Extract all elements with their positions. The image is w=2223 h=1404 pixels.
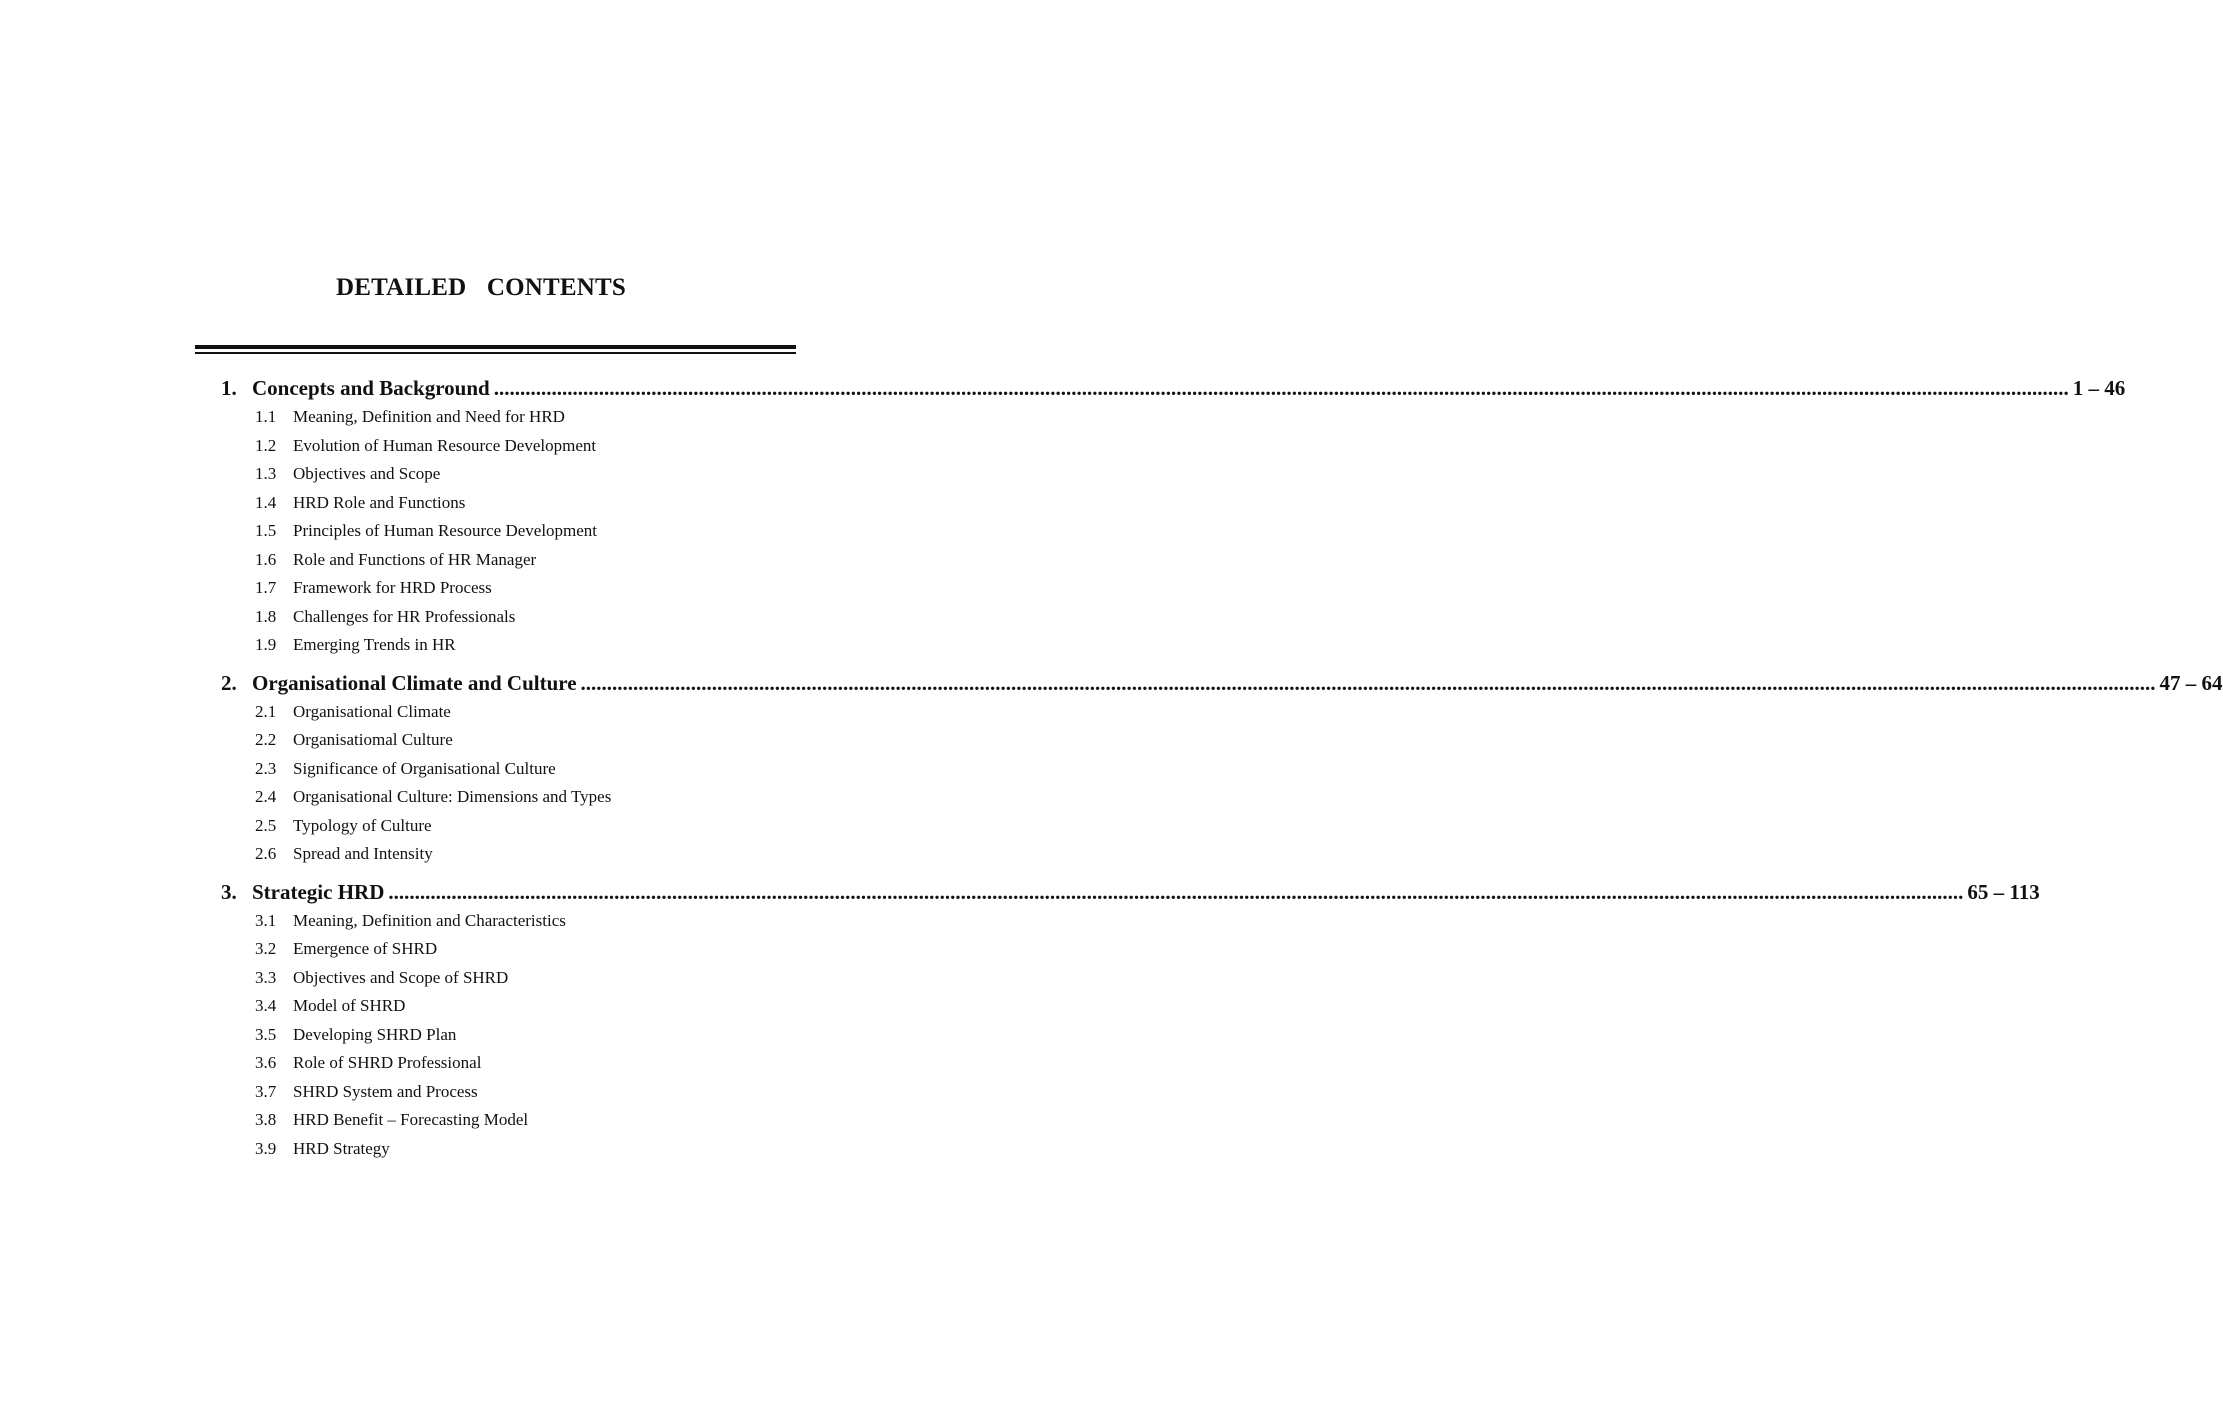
chapter-title: Strategic HRD — [252, 879, 385, 904]
section-number: 3.8 — [255, 1110, 277, 1129]
section-number: 1.6 — [255, 549, 277, 569]
section-title: Evolution of Human Resource Development — [293, 435, 597, 455]
chapter-heading[interactable] — [221, 877, 2040, 907]
section-title: Organisatiomal Culture — [293, 730, 453, 749]
section-item[interactable] — [255, 489, 796, 518]
section-number: 3.1 — [255, 910, 277, 930]
chapter-3 — [221, 877, 2040, 1164]
section-item[interactable] — [255, 726, 796, 755]
section-title: Emerging Trends in HR — [293, 635, 456, 654]
section-title: Challenges for HR Professionals — [293, 606, 516, 626]
table-of-contents — [221, 373, 2223, 1163]
section-item[interactable] — [255, 964, 796, 993]
chapter-title: Concepts and Background — [252, 376, 490, 400]
section-item[interactable] — [255, 574, 796, 603]
section-title: HRD Strategy — [293, 1138, 390, 1158]
section-number: 3.4 — [255, 996, 277, 1015]
section-number: 1.7 — [255, 578, 277, 597]
section-number: 1.4 — [255, 492, 277, 512]
chapter-number: 2. — [221, 670, 237, 695]
section-title: HRD Benefit – Forecasting Model — [293, 1110, 529, 1129]
section-item[interactable] — [255, 1049, 796, 1078]
section-number: 1.2 — [255, 435, 277, 455]
chapter-number: 3. — [221, 879, 237, 904]
section-title: Model of SHRD — [293, 996, 406, 1015]
section-list — [221, 698, 796, 869]
section-title: SHRD System and Process — [293, 1081, 478, 1101]
section-number: 1.8 — [255, 606, 277, 626]
page-title: DETAILED CONTENTS — [336, 274, 626, 301]
chapter-page-range: 47 – 64 — [2159, 670, 2223, 695]
section-number: 2.2 — [255, 730, 277, 749]
section-number: 3.5 — [255, 1024, 277, 1044]
chapter-page-range: 65 – 113 — [1967, 879, 2040, 904]
section-number: 2.6 — [255, 844, 277, 863]
chapter-page-range: 1 – 46 — [2072, 376, 2126, 400]
section-title: Objectives and Scope of SHRD — [293, 967, 509, 987]
dot-leader: ............................................................................................................................................................................................................................................................................................................ — [493, 376, 2069, 400]
section-number: 1.9 — [255, 635, 277, 654]
section-title: Meaning, Definition and Need for HRD — [293, 407, 565, 426]
section-number: 2.3 — [255, 758, 277, 778]
section-item[interactable] — [255, 603, 796, 632]
chapter-heading[interactable] — [221, 373, 2126, 403]
section-number: 1.1 — [255, 407, 277, 426]
title-divider-thin — [195, 352, 796, 354]
section-item[interactable] — [255, 935, 796, 964]
section-list — [221, 403, 796, 660]
section-number: 3.2 — [255, 939, 277, 958]
section-title: Typology of Culture — [293, 815, 432, 835]
chapter-2 — [221, 668, 2223, 869]
section-item[interactable] — [255, 812, 796, 841]
section-title: Role of SHRD Professional — [293, 1053, 482, 1072]
section-number: 2.5 — [255, 815, 277, 835]
section-item[interactable] — [255, 631, 796, 660]
section-title: Significance of Organisational Culture — [293, 758, 556, 778]
section-title: Developing SHRD Plan — [293, 1024, 457, 1044]
section-item[interactable] — [255, 546, 796, 575]
section-item[interactable] — [255, 1021, 796, 1050]
section-item[interactable] — [255, 432, 796, 461]
section-item[interactable] — [255, 517, 796, 546]
section-title: Organisational Climate — [293, 701, 451, 721]
section-title: Role and Functions of HR Manager — [293, 549, 537, 569]
dot-leader: ............................................................................................................................................................................................................................................................................................................ — [388, 879, 1964, 904]
section-item[interactable] — [255, 1106, 796, 1135]
section-title: HRD Role and Functions — [293, 492, 466, 512]
section-item[interactable] — [255, 783, 796, 812]
section-item[interactable] — [255, 403, 796, 432]
chapter-number: 1. — [221, 376, 237, 400]
section-title: Objectives and Scope — [293, 464, 441, 483]
section-item[interactable] — [255, 992, 796, 1021]
chapter-1 — [221, 373, 2126, 660]
chapter-heading[interactable] — [221, 668, 2223, 698]
title-divider-thick — [195, 345, 796, 349]
section-list — [221, 907, 796, 1164]
section-number: 1.3 — [255, 464, 277, 483]
section-title: Principles of Human Resource Development — [293, 521, 598, 540]
section-number: 3.7 — [255, 1081, 277, 1101]
section-item[interactable] — [255, 907, 796, 936]
section-number: 1.5 — [255, 521, 277, 540]
section-number: 2.4 — [255, 787, 277, 806]
section-number: 2.1 — [255, 701, 277, 721]
section-title: Organisational Culture: Dimensions and Types — [293, 787, 612, 806]
section-title: Spread and Intensity — [293, 844, 433, 863]
section-item[interactable] — [255, 840, 796, 869]
section-number: 3.9 — [255, 1138, 277, 1158]
section-item[interactable] — [255, 1078, 796, 1107]
section-item[interactable] — [255, 698, 796, 727]
section-number: 3.3 — [255, 967, 277, 987]
section-title: Framework for HRD Process — [293, 578, 492, 597]
section-item[interactable] — [255, 1135, 796, 1164]
section-title: Emergence of SHRD — [293, 939, 438, 958]
dot-leader: ............................................................................................................................................................................................................................................................................................................ — [580, 670, 2156, 695]
section-title: Meaning, Definition and Characteristics — [293, 910, 566, 930]
section-item[interactable] — [255, 460, 796, 489]
chapter-title: Organisational Climate and Culture — [252, 670, 577, 695]
section-item[interactable] — [255, 755, 796, 784]
section-number: 3.6 — [255, 1053, 277, 1072]
